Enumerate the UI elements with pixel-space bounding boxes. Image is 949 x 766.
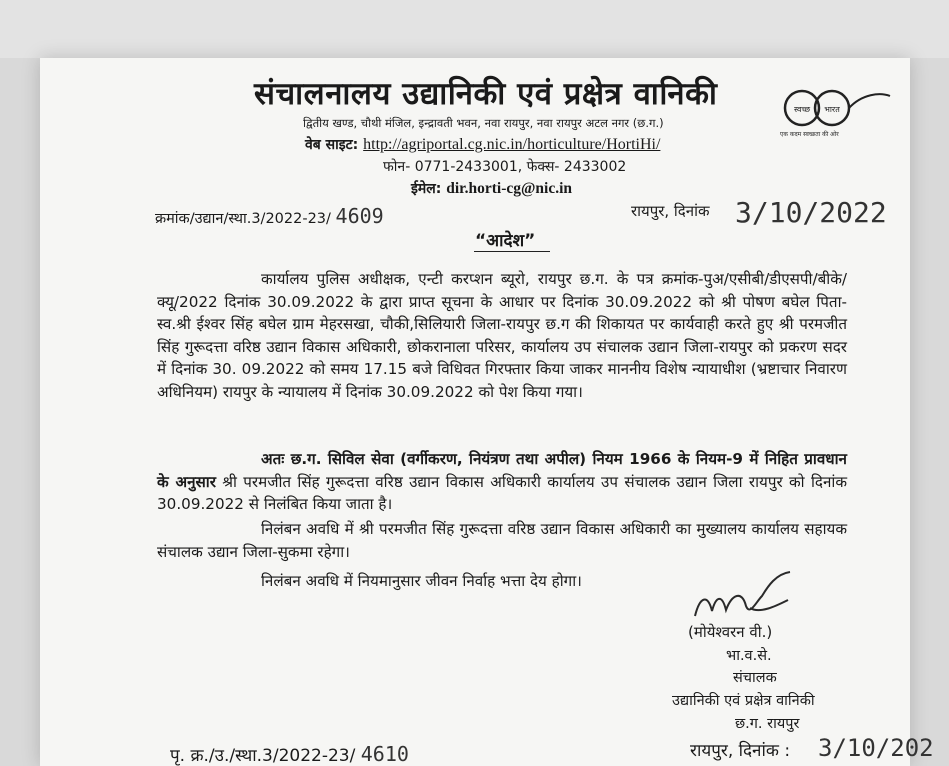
logo-word-2: भारत [824, 105, 840, 114]
letterhead-phone: फोन- 0771-2433001, फेक्स- 2433002 [383, 159, 627, 175]
signatory-name: (मोयेश्वरन वी.) [688, 623, 773, 641]
date-handwritten: 3/10/2022 [735, 196, 887, 229]
reference-label: क्रमांक/उद्यान/स्था.3/2022-23/ [155, 211, 331, 227]
paragraph-2-bold: अतः छ.ग. सिविल सेवा (वर्गीकरण, नियंत्रण तथा अपील) नियम 1966 के नियम-9 में निहित प्रावधान के अनुसार [157, 450, 847, 491]
paragraph-1: कार्यालय पुलिस अधीक्षक, एन्टी करप्शन ब्यूरो, रायपुर छ.ग. के पत्र क्रमांक-पुअ/एसीबी/डीएसपी/बीके/क्यू/2022 दिनांक 30.09.2022 के द्वारा प्राप्त सूचना के आधार पर दिनांक 30.09.2022 को श्री पोषण बघेल पिता-स्व.श्री ईश्वर सिंह बघेल ग्राम मेहरसखा, चौकी,सिलियारी जिला-रायपुर छ.ग की शिकायत पर कार्यवाही करते हुए श्री परमजीत सिंह गुरूदत्ता वरिष्ठ उद्यान विकास अधिकारी, छोकरानाला परिसर, कार्यालय उप संचालक उद्यान जिला-रायपुर को प्रकरण सदर में दिनांक 30. 09.2022 को समय 17.15 बजे विधिवत गिरफ्तार किया जाकर माननीय विशेष न्यायाधीश (भ्रष्टाचार निवारण अधिनियम) रायपुर के न्यायालय में दिनांक 30.09.2022 को पेश किया गया। [157, 270, 847, 401]
logo-word-1: स्वच्छ [793, 105, 811, 114]
letterhead-address: द्वितीय खण्ड, चौथी मंजिल, इन्द्रावती भवन, नवा रायपुर, नवा रायपुर अटल नगर (छ.ग.) [303, 116, 664, 130]
letterhead-email [411, 179, 572, 198]
paragraph-2 [157, 448, 847, 516]
signatory-service: भा.व.से. [726, 648, 772, 664]
swachh-bharat-logo-icon [772, 86, 894, 142]
endorsement-date-handwritten: 3/10/202 [818, 734, 934, 762]
paragraph-2-rest: श्री परमजीत सिंह गुरूदत्ता वरिष्ठ उद्यान विकास अधिकारी कार्यालय उप संचालक उद्यान जिला रायपुर को दिनांक 30.09.2022 से निलंबित किया जाता है। [157, 472, 847, 514]
reference-number [155, 204, 384, 228]
signatory-location: छ.ग. रायपुर [735, 716, 800, 732]
email-label: ईमेल: [411, 181, 442, 197]
endorsement-reference [170, 742, 409, 766]
order-heading: “आदेश” [475, 231, 536, 251]
website-label: वेब साइट: [305, 137, 359, 153]
signatory-department: उद्यानिकी एवं प्रक्षेत्र वानिकी [672, 693, 815, 709]
scan-background [0, 0, 949, 58]
letterhead-title: संचालनालय उद्यानिकी एवं प्रक्षेत्र वानिकी [254, 76, 718, 112]
endorsement-label: पृ. क्र./उ./स्था.3/2022-23/ [170, 746, 356, 766]
reference-handwritten-number: 4609 [335, 204, 384, 228]
signatory-designation: संचालक [733, 670, 777, 686]
endorsement-date-label: रायपुर, दिनांक : [690, 741, 791, 761]
order-heading-underline [474, 251, 550, 252]
email-address[interactable]: dir.horti-cg@nic.in [446, 180, 573, 197]
paragraph-4: निलंबन अवधि में नियमानुसार जीवन निर्वाह भत्ता देय होगा। [261, 572, 582, 590]
endorsement-handwritten-number: 4610 [360, 742, 409, 766]
logo-caption: एक कदम स्वच्छता की ओर [780, 131, 839, 138]
website-link[interactable]: http://agriportal.cg.nic.in/horticulture/HortiHi/ [363, 136, 661, 153]
letterhead-website [305, 135, 660, 154]
date-label: रायपुर, दिनांक [631, 202, 710, 220]
paragraph-3: निलंबन अवधि में श्री परमजीत सिंह गुरूदत्ता वरिष्ठ उद्यान विकास अधिकारी का मुख्यालय कार्यालय सहायक संचालक उद्यान जिला-सुकमा रहेगा। [157, 520, 847, 561]
